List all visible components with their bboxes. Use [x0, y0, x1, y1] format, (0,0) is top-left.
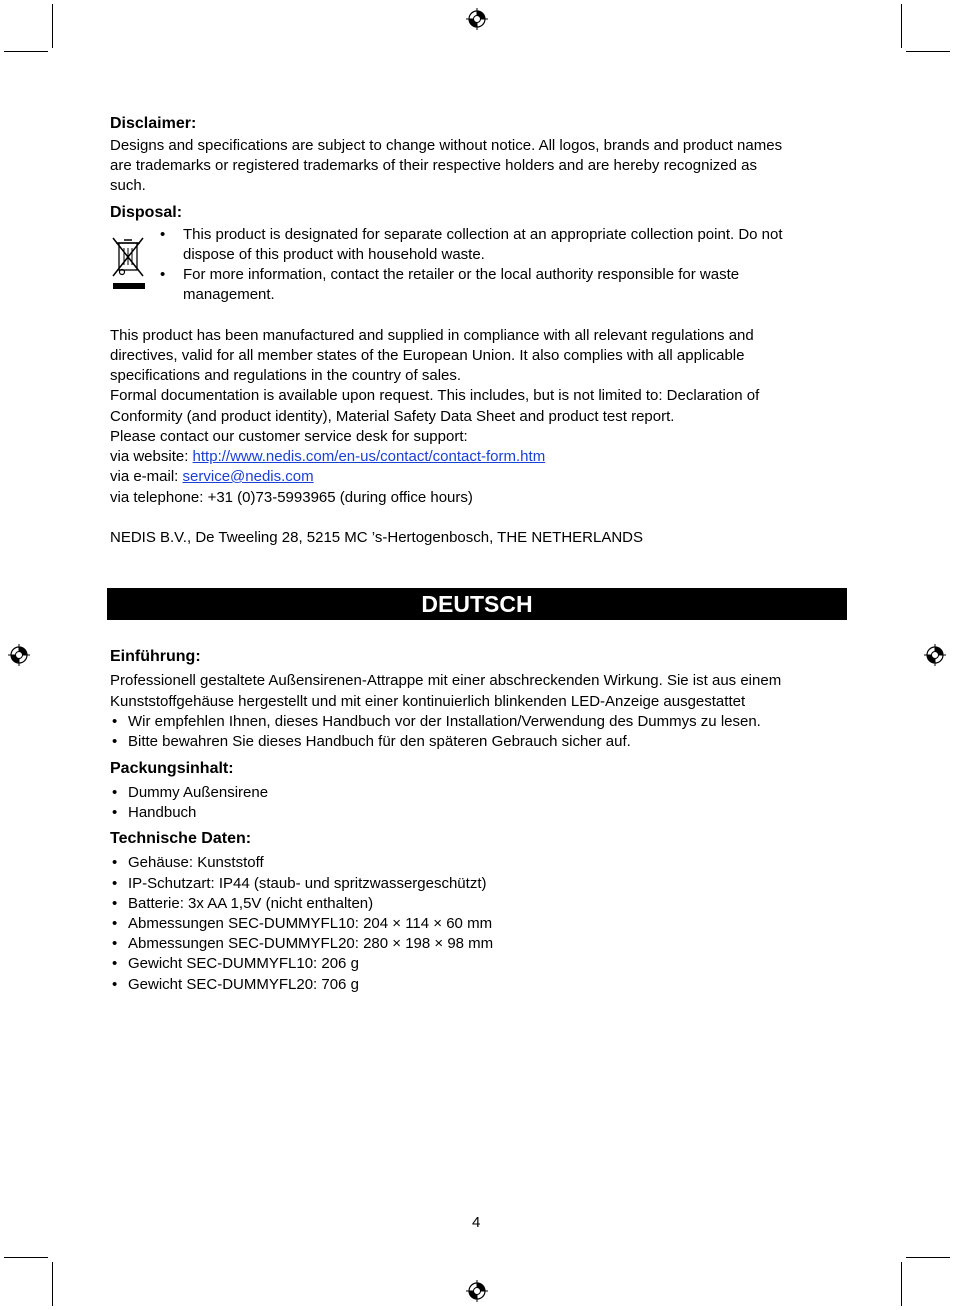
specs-bullet-text: Gewicht SEC-DUMMYFL20: 706 g: [128, 976, 359, 993]
disposal-bullet-text: dispose of this product with household waste.: [183, 246, 485, 263]
disposal-heading: Disposal:: [110, 204, 183, 221]
disclaimer-text: such.: [110, 177, 146, 194]
bullet-marker: •: [160, 226, 166, 243]
website-line: [110, 447, 545, 467]
bullet-marker: •: [112, 895, 118, 912]
email-label: via e-mail:: [110, 468, 183, 485]
email-link[interactable]: service@nedis.com: [182, 468, 314, 485]
specs-bullet-text: Gewicht SEC-DUMMYFL10: 206 g: [128, 955, 359, 972]
compliance-text: Conformity (and product identity), Material Safety Data Sheet and product test report.: [110, 408, 675, 425]
disposal-bullet-text: For more information, contact the retailer or the local authority responsible for waste: [183, 266, 740, 283]
package-bullet-text: Dummy Außensirene: [128, 784, 269, 801]
crop-mark: [52, 4, 53, 48]
disclaimer-text: are trademarks or registered trademarks of their respective holders and are hereby recognized as: [110, 157, 757, 174]
website-link[interactable]: http://www.nedis.com/en-us/contact/contact-form.htm: [192, 448, 546, 465]
crop-mark: [4, 1257, 48, 1258]
specs-bullet-text: Abmessungen SEC-DUMMYFL10: 204 × 114 × 60 mm: [128, 915, 493, 932]
website-label: via website:: [110, 448, 193, 465]
package-bullet-text: Handbuch: [128, 804, 197, 821]
compliance-text: specifications and regulations in the country of sales.: [110, 367, 462, 384]
bullet-marker: •: [112, 955, 118, 972]
specs-bullet-text: Abmessungen SEC-DUMMYFL20: 280 × 198 × 98 mm: [128, 935, 494, 952]
registration-mark-icon: [466, 8, 488, 30]
compliance-text: Please contact our customer service desk for support:: [110, 428, 468, 445]
crop-mark: [901, 4, 902, 48]
specs-bullet-text: Batterie: 3x AA 1,5V (nicht enthalten): [128, 895, 374, 912]
bullet-marker: •: [112, 875, 118, 892]
disposal-bullet-text: This product is designated for separate collection at an appropriate collection point. Do not: [183, 226, 783, 243]
page-number: 4: [472, 1214, 481, 1231]
bullet-marker: •: [112, 733, 118, 750]
specs-bullet-text: Gehäuse: Kunststoff: [128, 854, 264, 871]
telephone-line: via telephone: +31 (0)73-5993965 (during office hours): [110, 489, 473, 506]
specs-heading: Technische Daten:: [110, 830, 252, 847]
crop-mark: [52, 1262, 53, 1306]
package-heading: Packungsinhalt:: [110, 760, 234, 777]
disposal-bullet-text: management.: [183, 286, 275, 303]
email-line: [110, 467, 314, 487]
registration-mark-icon: [8, 644, 30, 666]
intro-bullet-text: Bitte bewahren Sie dieses Handbuch für den späteren Gebrauch sicher auf.: [128, 733, 631, 750]
registration-mark-icon: [924, 644, 946, 666]
registration-mark-icon: [466, 1280, 488, 1302]
crop-mark: [901, 1262, 902, 1306]
language-section-banner: DEUTSCH: [107, 588, 847, 620]
disclaimer-heading: Disclaimer:: [110, 115, 197, 132]
crop-mark: [906, 1257, 950, 1258]
bullet-marker: •: [112, 935, 118, 952]
crossed-out-wheelie-bin-icon: [110, 234, 148, 292]
bullet-marker: •: [112, 713, 118, 730]
bullet-marker: •: [112, 804, 118, 821]
intro-text: Professionell gestaltete Außensirenen-Attrappe mit einer abschreckenden Wirkung. Sie ist aus einem: [110, 672, 782, 689]
intro-bullet-text: Wir empfehlen Ihnen, dieses Handbuch vor der Installation/Verwendung des Dummys zu lesen.: [128, 713, 761, 730]
specs-bullet-text: IP-Schutzart: IP44 (staub- und spritzwassergeschützt): [128, 875, 487, 892]
bullet-marker: •: [112, 976, 118, 993]
bullet-marker: •: [112, 854, 118, 871]
bullet-marker: •: [160, 266, 166, 283]
crop-mark: [4, 51, 48, 52]
compliance-text: directives, valid for all member states of the European Union. It also complies with all applicable: [110, 347, 745, 364]
crop-mark: [906, 51, 950, 52]
intro-text: Kunststoffgehäuse hergestellt und mit einer kontinuierlich blinkenden LED-Anzeige ausgestattet: [110, 693, 746, 710]
compliance-text: Formal documentation is available upon request. This includes, but is not limited to: Declaration of: [110, 387, 760, 404]
intro-heading: Einführung:: [110, 648, 201, 665]
compliance-text: This product has been manufactured and supplied in compliance with all relevant regulations and: [110, 327, 754, 344]
bullet-marker: •: [112, 915, 118, 932]
disclaimer-text: Designs and specifications are subject to change without notice. All logos, brands and product names: [110, 137, 783, 154]
company-address: NEDIS B.V., De Tweeling 28, 5215 MC ’s-Hertogenbosch, THE NETHERLANDS: [110, 529, 644, 546]
bullet-marker: •: [112, 784, 118, 801]
